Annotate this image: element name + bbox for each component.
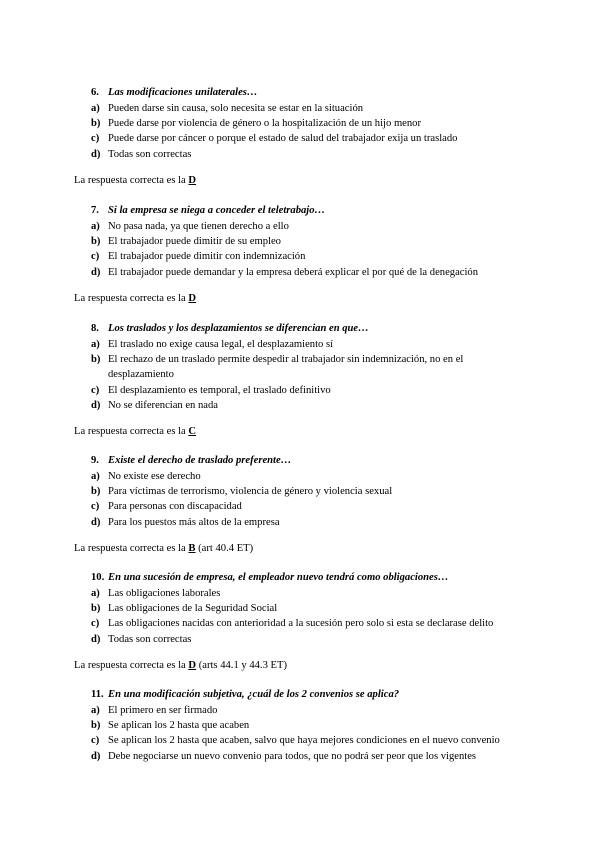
option-letter: b) bbox=[91, 354, 101, 366]
option-d bbox=[91, 515, 531, 530]
question-number: 6. bbox=[91, 87, 99, 98]
option-c bbox=[91, 499, 531, 514]
option-letter: d) bbox=[91, 399, 101, 411]
option-letter: a) bbox=[91, 103, 100, 114]
option-list bbox=[91, 586, 531, 647]
answer-letter: C bbox=[188, 426, 197, 437]
answer-line-7 bbox=[74, 291, 196, 306]
option-letter: a) bbox=[91, 705, 100, 716]
option-list bbox=[91, 219, 531, 280]
question-text: En una sucesión de empresa, el empleador nuevo tendrá como obligaciones… bbox=[108, 572, 449, 583]
option-letter: d) bbox=[91, 750, 101, 762]
answer-note: (arts 44.1 y 44.3 ET) bbox=[198, 660, 287, 671]
option-list bbox=[91, 703, 531, 764]
option-b bbox=[91, 484, 531, 499]
question-title bbox=[91, 321, 531, 336]
option-a bbox=[91, 586, 531, 601]
question-text: Las modificaciones unilaterales… bbox=[108, 87, 258, 98]
answer-prefix: La respuesta correcta es la bbox=[74, 543, 186, 554]
option-letter: d) bbox=[91, 516, 101, 528]
option-letter: d) bbox=[91, 148, 101, 160]
question-title bbox=[91, 687, 531, 702]
option-b bbox=[91, 352, 531, 382]
option-d bbox=[91, 632, 531, 647]
option-text: El traslado no exige causa legal, el desplazamiento sí bbox=[108, 339, 334, 350]
option-letter: d) bbox=[91, 633, 101, 645]
option-d bbox=[91, 147, 531, 162]
option-b bbox=[91, 234, 531, 249]
option-letter: c) bbox=[91, 735, 100, 747]
question-text: En una modificación subjetiva, ¿cuál de los 2 convenios se aplica? bbox=[108, 689, 400, 700]
option-list bbox=[91, 469, 531, 530]
answer-letter: D bbox=[188, 660, 197, 671]
option-text: Puede darse por cáncer o porque el estado de salud del trabajador exija un traslado bbox=[108, 133, 458, 145]
option-c bbox=[91, 616, 531, 631]
question-6 bbox=[91, 85, 531, 162]
question-7 bbox=[91, 203, 531, 280]
question-number: 8. bbox=[91, 323, 99, 334]
answer-prefix: La respuesta correcta es la bbox=[74, 426, 186, 437]
option-text: No existe ese derecho bbox=[108, 471, 201, 482]
option-text: Debe negociarse un nuevo convenio para todos, que no podrá ser peor que los vigentes bbox=[108, 750, 477, 762]
option-c bbox=[91, 733, 531, 748]
option-text: Para víctimas de terrorismo, violencia de género y violencia sexual bbox=[108, 486, 393, 498]
option-c bbox=[91, 249, 531, 264]
answer-prefix: La respuesta correcta es la bbox=[74, 660, 186, 671]
option-a bbox=[91, 469, 531, 484]
option-d bbox=[91, 749, 531, 764]
question-text: Existe el derecho de traslado preferente… bbox=[108, 455, 292, 466]
question-title bbox=[91, 453, 531, 468]
answer-line-9 bbox=[74, 541, 253, 556]
question-8 bbox=[91, 321, 531, 413]
option-c bbox=[91, 131, 531, 146]
option-b bbox=[91, 601, 531, 616]
question-text: Si la empresa se niega a conceder el teletrabajo… bbox=[108, 205, 326, 216]
option-a bbox=[91, 337, 531, 352]
option-text: El trabajador puede dimitir de su empleo bbox=[108, 236, 281, 248]
option-letter: a) bbox=[91, 471, 100, 482]
option-letter: a) bbox=[91, 588, 100, 599]
option-d bbox=[91, 265, 531, 280]
option-letter: b) bbox=[91, 720, 101, 732]
option-a bbox=[91, 101, 531, 116]
answer-prefix: La respuesta correcta es la bbox=[74, 293, 186, 304]
question-number: 10. bbox=[91, 572, 105, 583]
option-b bbox=[91, 116, 531, 131]
option-text: Todas son correctas bbox=[108, 148, 192, 160]
answer-letter: B bbox=[188, 543, 196, 554]
option-letter: c) bbox=[91, 133, 100, 145]
option-text: Se aplican los 2 hasta que acaben, salvo que haya mejores condiciones en el nuevo convenio bbox=[108, 735, 500, 747]
option-letter: b) bbox=[91, 236, 101, 248]
question-9 bbox=[91, 453, 531, 530]
answer-note: (art 40.4 ET) bbox=[198, 543, 254, 554]
option-text: El rechazo de un traslado permite despedir al trabajador sin indemnización, no en el desplazamiento bbox=[108, 354, 464, 381]
option-text: No se diferencian en nada bbox=[108, 399, 219, 411]
question-number: 9. bbox=[91, 455, 99, 466]
option-text: Las obligaciones laborales bbox=[108, 588, 221, 599]
option-b bbox=[91, 718, 531, 733]
option-text: Para personas con discapacidad bbox=[108, 501, 242, 513]
option-letter: c) bbox=[91, 501, 100, 513]
option-text: Todas son correctas bbox=[108, 633, 192, 645]
option-d bbox=[91, 398, 531, 413]
answer-letter: D bbox=[188, 293, 197, 304]
question-title bbox=[91, 570, 531, 585]
option-letter: c) bbox=[91, 251, 100, 263]
option-text: El desplazamiento es temporal, el traslado definitivo bbox=[108, 384, 331, 396]
question-title bbox=[91, 203, 531, 218]
option-letter: a) bbox=[91, 339, 100, 350]
option-list bbox=[91, 101, 531, 162]
question-number: 7. bbox=[91, 205, 99, 216]
option-text: Puede darse por violencia de género o la hospitalización de un hijo menor bbox=[108, 118, 422, 130]
question-11 bbox=[91, 687, 531, 764]
question-text: Los traslados y los desplazamientos se diferencian en que… bbox=[108, 323, 369, 334]
answer-prefix: La respuesta correcta es la bbox=[74, 175, 186, 186]
option-letter: c) bbox=[91, 384, 100, 396]
question-number: 11. bbox=[91, 689, 104, 700]
answer-line-8 bbox=[74, 424, 196, 439]
option-list bbox=[91, 337, 531, 413]
answer-letter: D bbox=[188, 175, 197, 186]
option-text: Se aplican los 2 hasta que acaben bbox=[108, 720, 250, 732]
option-a bbox=[91, 703, 531, 718]
option-a bbox=[91, 219, 531, 234]
option-letter: d) bbox=[91, 266, 101, 278]
option-c bbox=[91, 383, 531, 398]
option-text: Para los puestos más altos de la empresa bbox=[108, 516, 280, 528]
option-text: Pueden darse sin causa, solo necesita se estar en la situación bbox=[108, 103, 364, 114]
option-letter: a) bbox=[91, 221, 100, 232]
option-letter: b) bbox=[91, 486, 101, 498]
option-text: El trabajador puede demandar y la empresa deberá explicar el por qué de la denegación bbox=[108, 266, 479, 278]
question-title bbox=[91, 85, 531, 100]
option-letter: c) bbox=[91, 618, 100, 630]
option-text: Las obligaciones nacidas con anterioridad a la sucesión pero solo si esta se declarase delito bbox=[108, 618, 494, 630]
question-10 bbox=[91, 570, 531, 647]
answer-line-10 bbox=[74, 658, 287, 673]
option-text: Las obligaciones de la Seguridad Social bbox=[108, 603, 278, 615]
option-text: No pasa nada, ya que tienen derecho a ello bbox=[108, 221, 289, 232]
answer-line-6 bbox=[74, 173, 196, 188]
option-letter: b) bbox=[91, 118, 101, 130]
option-text: El trabajador puede dimitir con indemnización bbox=[108, 251, 306, 263]
option-letter: b) bbox=[91, 603, 101, 615]
option-text: El primero en ser firmado bbox=[108, 705, 218, 716]
